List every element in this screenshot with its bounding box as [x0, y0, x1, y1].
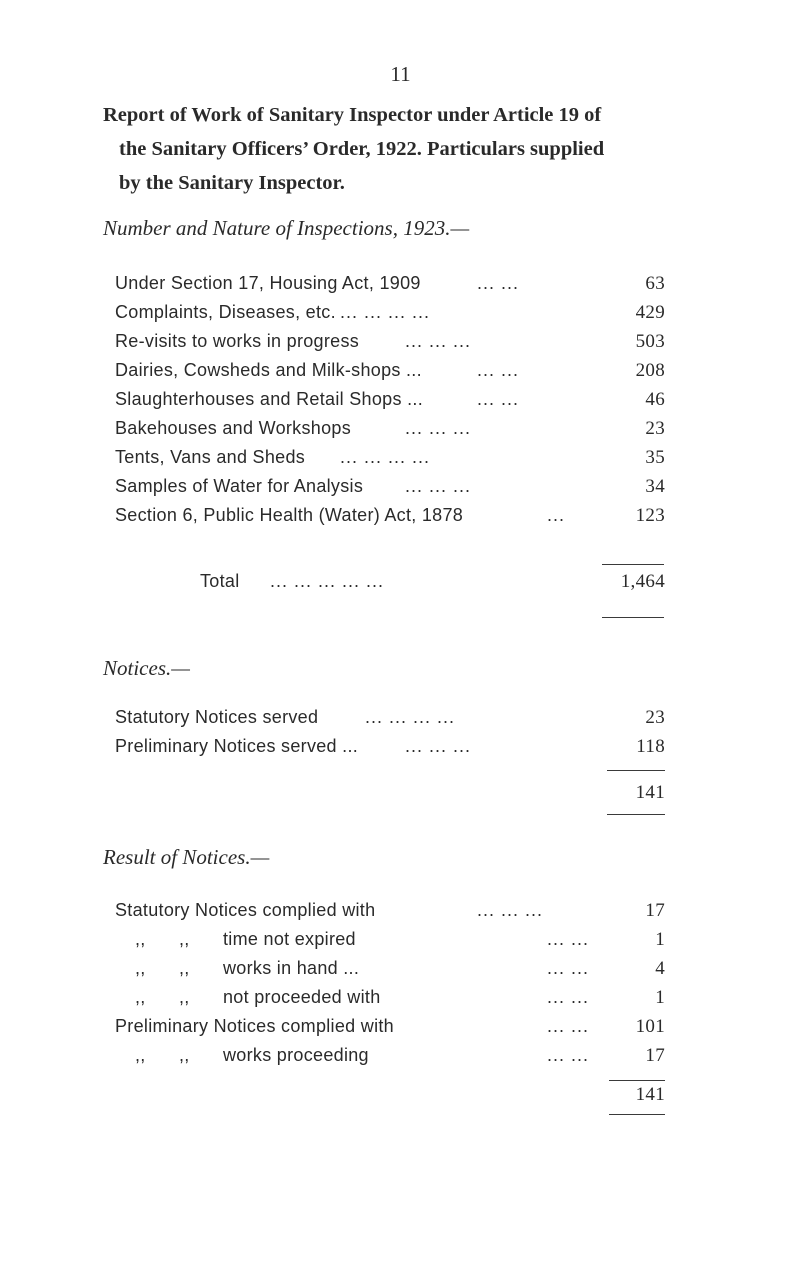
inspection-row: [115, 360, 665, 388]
result-row: [115, 958, 665, 986]
leader-dots: ... ... ... ...: [365, 707, 456, 727]
leader-dots: ... ...: [477, 273, 520, 293]
row-value: 34: [645, 476, 665, 497]
result-row: [115, 1045, 665, 1073]
row-value: 4: [655, 958, 665, 979]
total-value: 141: [635, 782, 665, 803]
row-value: 1: [655, 987, 665, 1008]
leader-dots: ... ...: [547, 1045, 590, 1065]
ditto-mark: ,,: [179, 929, 190, 949]
total-rule-top: [607, 770, 665, 771]
total-rule-bottom: [607, 814, 665, 815]
row-label-text: not proceeded with: [223, 987, 381, 1007]
row-label: Under Section 17, Housing Act, 1909: [115, 273, 421, 293]
report-heading: [103, 98, 683, 200]
ditto-mark: ,,: [135, 958, 146, 978]
row-value: 23: [645, 418, 665, 439]
total-value: 1,464: [620, 571, 665, 592]
row-value: 208: [635, 360, 665, 381]
result-row: [115, 987, 665, 1015]
row-value: 17: [645, 1045, 665, 1066]
ditto-mark: ,,: [135, 1045, 146, 1065]
leader-dots: ... ... ... ...: [340, 447, 431, 467]
results-total-row: [115, 1084, 665, 1112]
heading-line-2: the Sanitary Officers’ Order, 1922. Particulars supplied: [119, 138, 605, 160]
result-row: [115, 1016, 665, 1044]
total-rule-bottom: [609, 1114, 665, 1115]
row-value: 35: [645, 447, 665, 468]
row-label: Preliminary Notices served ...: [115, 736, 359, 756]
leader-dots: ... ... ...: [405, 418, 472, 438]
row-label: Bakehouses and Workshops: [115, 418, 352, 438]
total-rule-top: [602, 564, 664, 565]
leader-dots: ... ... ...: [405, 331, 472, 351]
inspection-row: [115, 505, 665, 533]
inspection-row: [115, 273, 665, 301]
leader-dots: ... ... ...: [405, 736, 472, 756]
heading-line-1: Report of Work of Sanitary Inspector under Article 19 of: [103, 104, 602, 126]
leader-dots: ... ... ...: [405, 476, 472, 496]
row-label: Tents, Vans and Sheds: [115, 447, 306, 467]
row-label: Re-visits to works in progress: [115, 331, 360, 351]
ditto-mark: ,,: [179, 958, 190, 978]
row-label: Slaughterhouses and Retail Shops ...: [115, 389, 423, 409]
row-value: 123: [635, 505, 665, 526]
heading-line-3: by the Sanitary Inspector.: [119, 172, 345, 194]
leader-dots: ... ...: [547, 958, 590, 978]
row-label-text: time not expired: [223, 929, 356, 949]
total-rule-bottom: [602, 617, 664, 618]
row-value: 429: [635, 302, 665, 323]
row-label: Samples of Water for Analysis: [115, 476, 364, 496]
row-label: Section 6, Public Health (Water) Act, 1878: [115, 505, 464, 525]
row-value: 118: [636, 736, 665, 757]
row-label-text: works proceeding: [223, 1045, 369, 1065]
inspection-row: [115, 447, 665, 475]
results-title: Result of Notices.—: [103, 845, 270, 869]
inspection-row: [115, 389, 665, 417]
leader-dots: ... ...: [477, 389, 520, 409]
row-label: [135, 929, 356, 950]
result-row: [115, 929, 665, 957]
ditto-mark: ,,: [179, 1045, 190, 1065]
row-value: 1: [655, 929, 665, 950]
result-row: [115, 900, 665, 928]
notice-row: [115, 707, 665, 735]
page-number: 11: [390, 62, 411, 86]
row-label: Complaints, Diseases, etc.: [115, 302, 336, 322]
row-label: [135, 987, 381, 1008]
leader-dots: ... ...: [547, 1016, 590, 1036]
row-label: Statutory Notices served: [115, 707, 319, 727]
inspection-row: [115, 418, 665, 446]
total-label: Total: [200, 571, 240, 591]
leader-dots: ... ... ... ... ...: [270, 571, 385, 591]
row-label: [135, 1045, 369, 1066]
row-value: 63: [645, 273, 665, 294]
leader-dots: ... ...: [477, 360, 520, 380]
row-value: 23: [645, 707, 665, 728]
notice-row: [115, 736, 665, 764]
leader-dots: ... ... ... ...: [340, 302, 431, 322]
ditto-mark: ,,: [179, 987, 190, 1007]
ditto-mark: ,,: [135, 929, 146, 949]
row-value: 17: [645, 900, 665, 921]
row-value: 46: [645, 389, 665, 410]
leader-dots: ... ... ...: [477, 900, 544, 920]
notices-title: Notices.—: [103, 656, 190, 680]
row-label: Preliminary Notices complied with: [115, 1016, 394, 1036]
leader-dots: ... ...: [547, 929, 590, 949]
total-rule-top: [609, 1080, 665, 1081]
row-value: 503: [635, 331, 665, 352]
inspections-total-row: [115, 571, 665, 599]
ditto-mark: ,,: [135, 987, 146, 1007]
inspection-row: [115, 331, 665, 359]
inspection-row: [115, 476, 665, 504]
leader-dots: ...: [547, 505, 566, 525]
row-label: [135, 958, 359, 979]
row-label-text: works in hand ...: [223, 958, 360, 978]
leader-dots: ... ...: [547, 987, 590, 1007]
inspections-title: Number and Nature of Inspections, 1923.—: [103, 216, 470, 240]
row-label: Statutory Notices complied with: [115, 900, 376, 920]
row-value: 101: [635, 1016, 665, 1037]
notices-total-row: [115, 782, 665, 810]
inspection-row: [115, 302, 665, 330]
row-label: Dairies, Cowsheds and Milk-shops ...: [115, 360, 422, 380]
total-value: 141: [635, 1084, 665, 1105]
